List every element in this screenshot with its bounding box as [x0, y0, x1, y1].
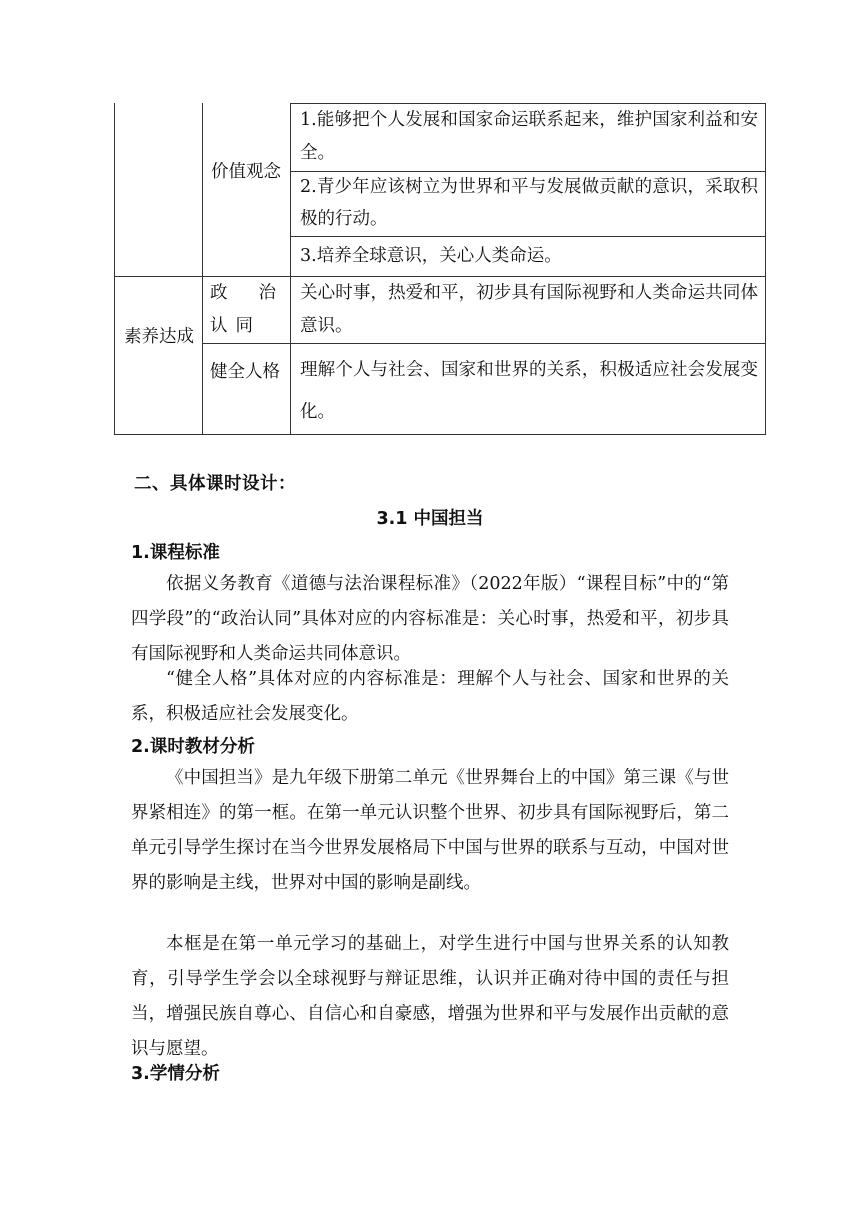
value-item-2: 2.青少年应该树立为世界和平与发展做贡献的意识，采取积极的行动。 — [300, 177, 758, 229]
paragraph-curriculum-2: “健全人格”具体对应的内容标准是：理解个人与社会、国家和世界的关系，积极适应社会发展变化。 — [131, 669, 729, 724]
table-row-line — [202, 343, 766, 344]
value-item-3: 3.培养全球意识，关心人类命运。 — [300, 246, 562, 266]
paragraph-curriculum-1: 依据义务教育《道德与法治课程标准》（2022年版）“课程目标”中的“第四学段”的“政治认同”具体对应的内容标准是：关心时事，热爱和平，初步具有国际视野和人类命运共同体意识。 — [131, 574, 729, 664]
paragraph-textbook-2: 本框是在第一单元学习的基础上，对学生进行中国与世界关系的认知教育，引导学生学会以全球视野与辩证思维，认识并正确对待中国的责任与担当，增强民族自尊心、自信心和自豪感，增强为世界和平与发展作出贡献的意识与愿望。 — [131, 934, 729, 1059]
section-heading: 二、具体课时设计： — [134, 474, 296, 494]
table-border-right — [765, 103, 766, 435]
table-divider-1 — [202, 103, 203, 435]
political-identity-label: 政治认同 — [210, 283, 284, 336]
table-border-left — [114, 103, 115, 435]
sound-personality-label: 健全人格 — [210, 362, 280, 382]
competency-table — [114, 103, 766, 435]
sound-personality-text: 理解个人与社会、国家和世界的关系，积极适应社会发展变化。 — [300, 360, 758, 422]
value-concept-label: 价值观念 — [211, 162, 281, 182]
political-identity-text: 关心时事，热爱和平，初步具有国际视野和人类命运共同体意识。 — [300, 283, 758, 336]
literacy-label: 素养达成 — [124, 327, 194, 347]
paragraph-textbook-1: 《中国担当》是九年级下册第二单元《世界舞台上的中国》第三课《与世界紧相连》的第一框。在第一单元认识整个世界、初步具有国际视野后，第二单元引导学生探讨在当今世界发展格局下中国与世界的联系与互动，中国对世界的影响是主线，世界对中国的影响是副线。 — [131, 768, 729, 893]
subsection-heading-textbook: 2.课时教材分析 — [131, 737, 255, 757]
table-border-bottom — [114, 434, 766, 435]
table-divider-2 — [290, 103, 291, 435]
lesson-title: 3.1 中国担当 — [376, 509, 484, 529]
value-item-1: 1.能够把个人发展和国家命运联系起来，维护国家利益和安全。 — [300, 110, 758, 163]
subsection-heading-students: 3.学情分析 — [131, 1064, 220, 1084]
subsection-heading-curriculum: 1.课程标准 — [131, 543, 220, 563]
